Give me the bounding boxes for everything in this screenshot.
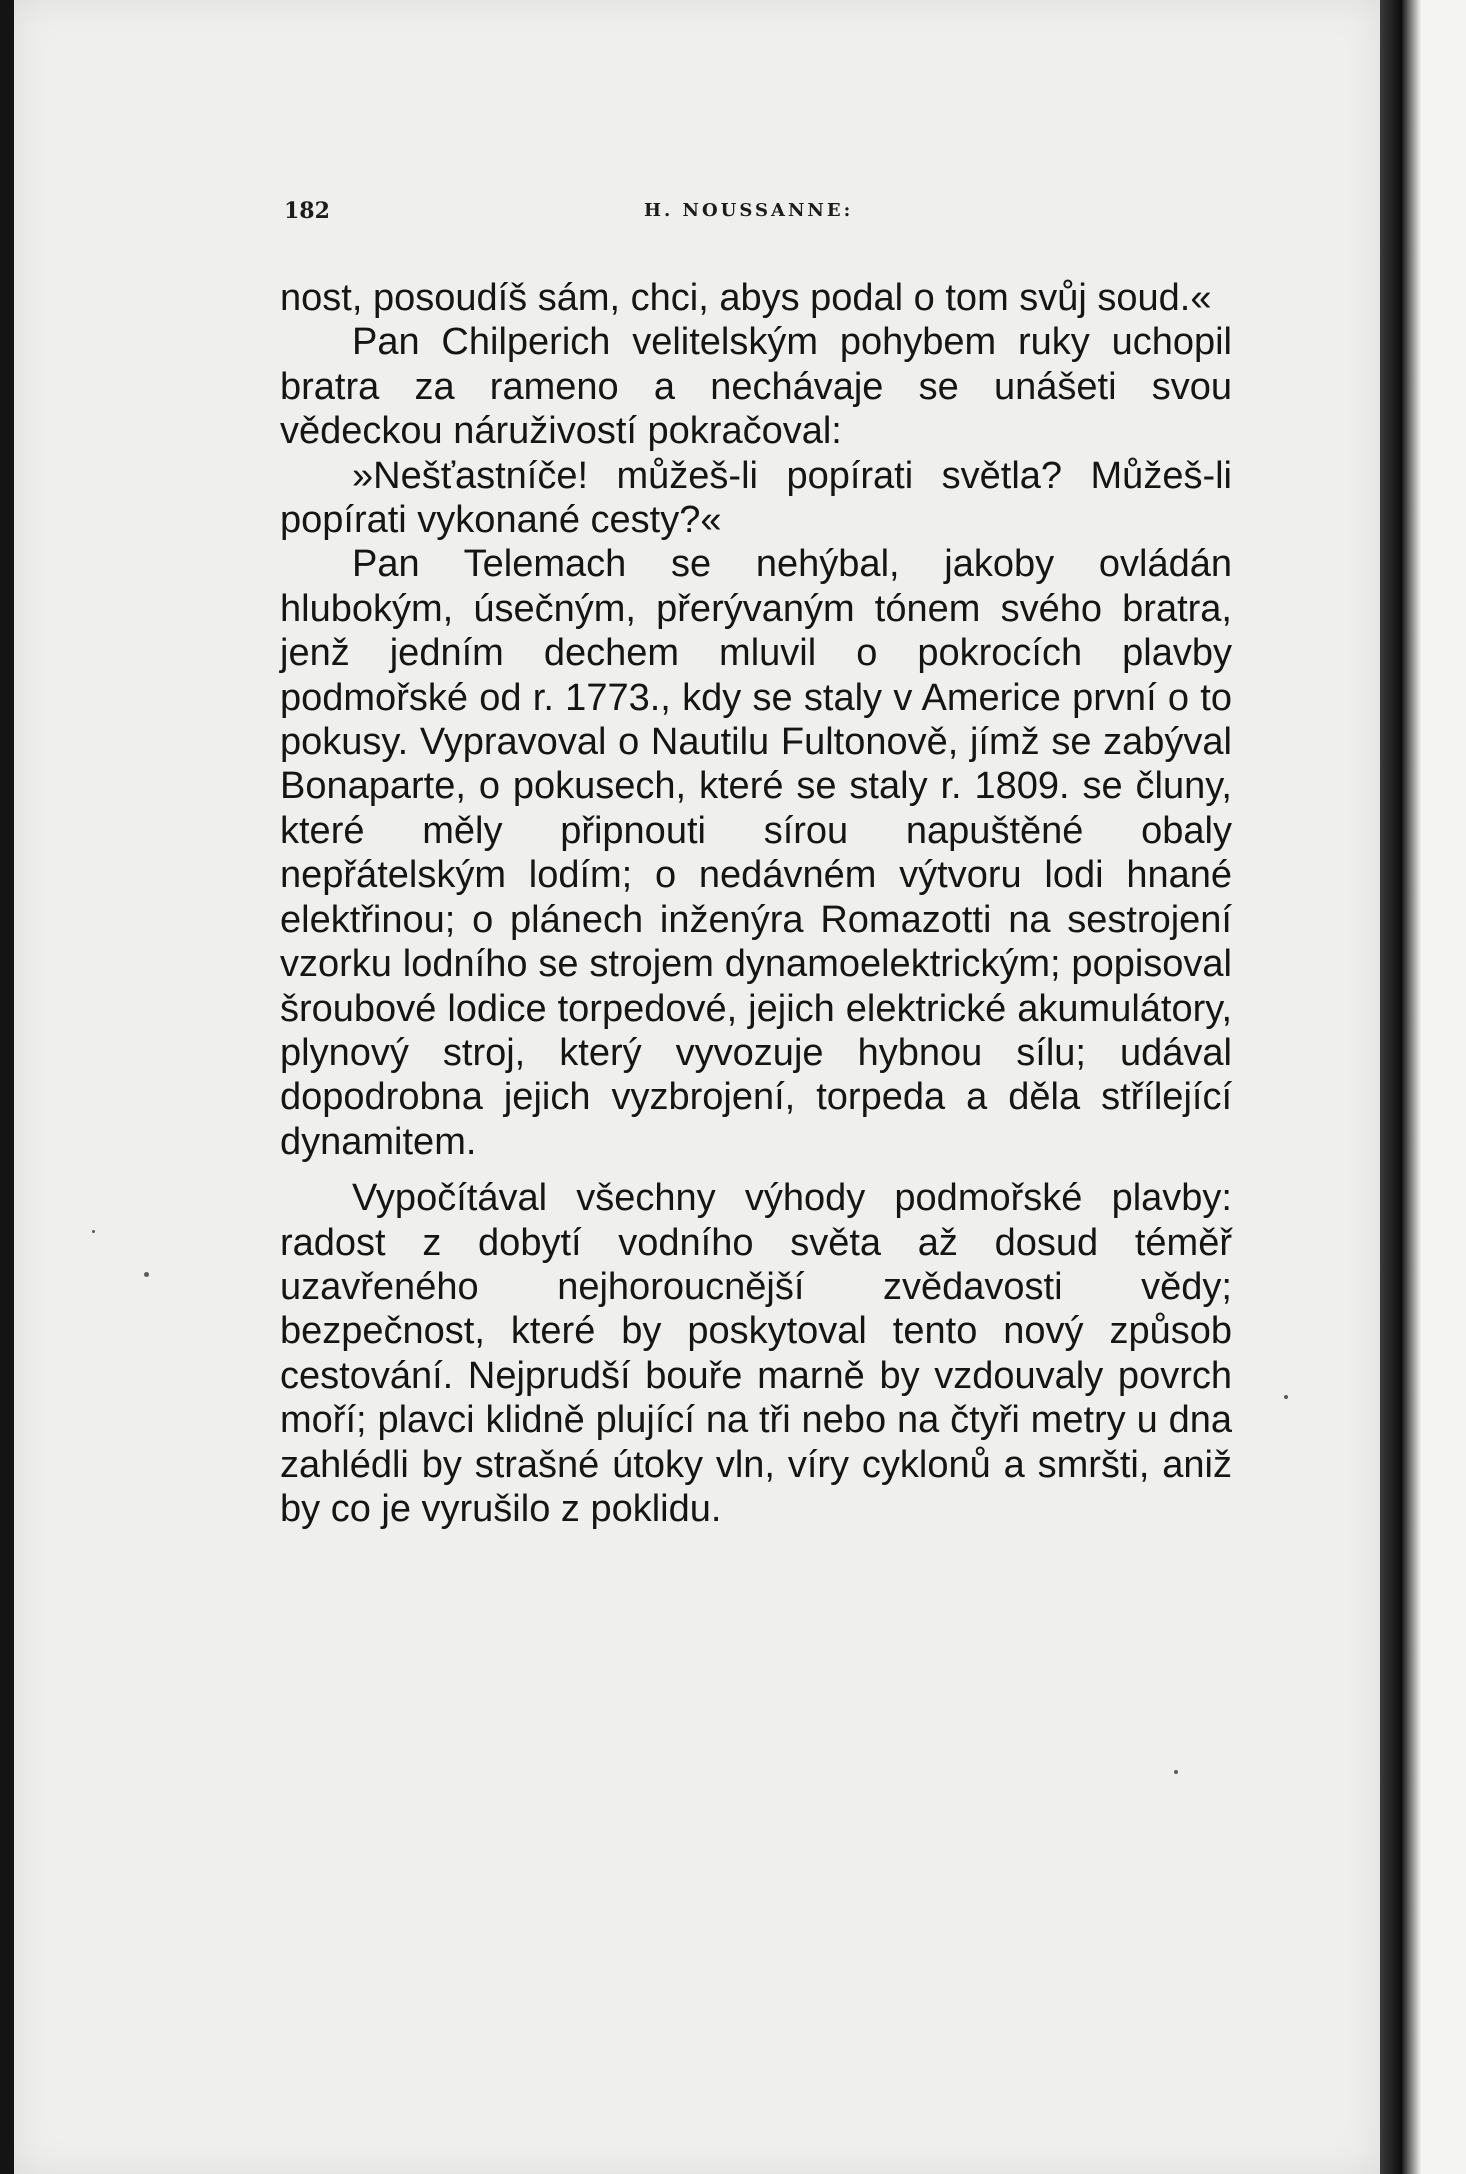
page-number: 182 [284, 198, 330, 224]
scan-speck [92, 1230, 95, 1233]
scan-speck [144, 1272, 149, 1277]
paragraph-3: »Nešťastníče! můžeš-li popírati světla? Můžeš-li popírati vykonané cesty?« [280, 454, 1232, 542]
paragraph-5: Vypočítával všechny výhody podmořské plavby: radost z dobytí vodního světa až dosud téměř uzavřeného nejhoroucnější zvědavosti vědy; bezpečnost, které by poskytoval tento nový způsob cestování. Nejprudší bouře marně by vzdouvaly povrch moří; plavci klidně plující na tři nebo na čtyři metry u dna zahlédli by strašné útoky vln, víry cyklonů a smršti, aniž by co je vyrušilo z poklidu. [280, 1177, 1232, 1530]
scan-speck [1174, 1770, 1178, 1774]
paragraph-1: nost, posoudíš sám, chci, abys podal o tom svůj soud.« [280, 277, 1212, 319]
paragraph-4: Pan Telemach se nehýbal, jakoby ovládán hlubokým, úsečným, přerývaným tónem svého bratra, jenž jedním dechem mluvil o pokrocích plavby podmořské od r. 1773., kdy se staly v Americe první o to pokusy. Vypravoval o Nautilu Fultonově, jímž se zabýval Bonaparte, o pokusech, které se staly r. 1809. se čluny, které měly připnouti sírou napuštěné obaly nepřátelským lodím; o nedávném výtvoru lodi hnané elektřinou; o plánech inženýra Romazotti na sestrojení vzorku lodního se strojem dynamoelektrickým; popisoval šroubové lodice torpedové, jejich elektrické akumulátory, plynový stroj, který vyvozuje hybnou sílu; udával dopodrobna jejich vyzbrojení, torpeda a děla střílející dynamitem. [280, 543, 1232, 1163]
paragraph-2: Pan Chilperich velitelským pohybem ruky uchopil bratra za rameno a nechávaje se unášeti svou vědeckou náruživostí pokračoval: [280, 321, 1232, 453]
book-page [14, 0, 1380, 2174]
body-text [280, 276, 1232, 1531]
running-head [284, 198, 1234, 228]
header-author: H. NOUSSANNE: [644, 200, 854, 221]
scan-speck [1284, 1395, 1288, 1399]
adjacent-page-sliver [1402, 0, 1466, 2174]
page-edge [1380, 0, 1402, 2174]
